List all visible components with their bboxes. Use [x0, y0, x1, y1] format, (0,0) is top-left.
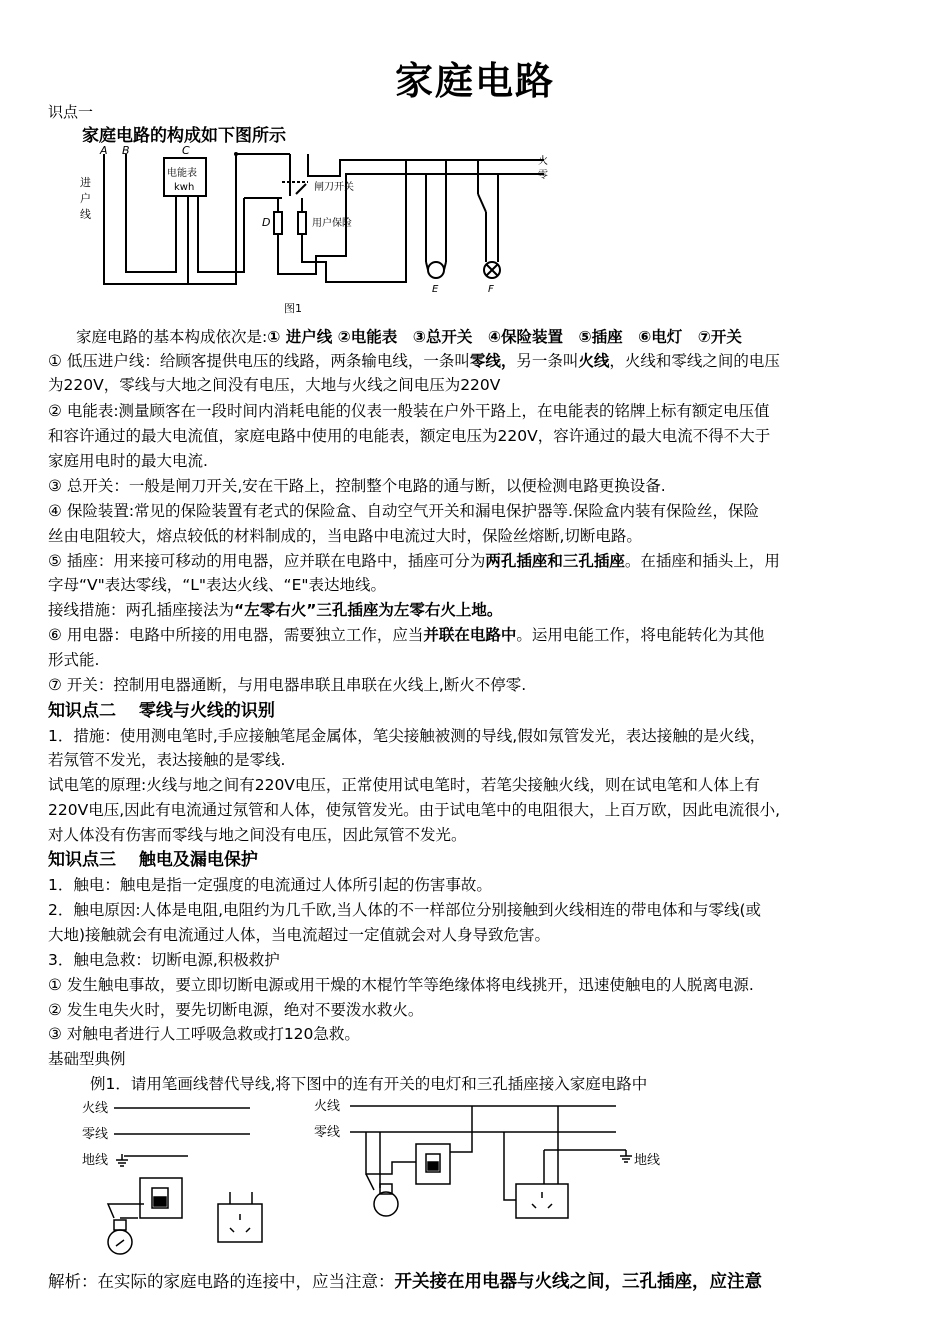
right-neutral-label: 零线 [314, 1125, 341, 1140]
kp2-l5: 对人体没有伤害而零线与地之间没有电压，因此氖管不发光。 [48, 826, 467, 844]
label-b: B [122, 146, 130, 157]
kp3-l4: 3．触电急救：切断电源,积极救护 [48, 951, 280, 969]
kp1-p7: ⑦ 开关：控制用电器通断，与用电器串联且串联在火线上,断火不停零. [48, 676, 527, 694]
page-title: 家庭电路 [394, 59, 555, 103]
label-jin: 进 [80, 176, 91, 189]
kp1-label: 识点一 [48, 103, 94, 121]
user-fuse-label: 用户保险 [312, 218, 352, 229]
kp2-l1: 1．措施：使用测电笔时,手应接触笔尾金属体，笔尖接触被测的导线,假如氖管发光，表达接触的是火线， [48, 727, 766, 745]
label-d: D [262, 216, 271, 229]
kp1-p4-l2: 丝由电阻较大，熔点较低的材料制成的，当电路中电流过大时，保险丝熔断,切断电路。 [48, 527, 642, 545]
kp3-l6: ② 发生电失火时，要先切断电源，绝对不要泼水救火。 [48, 1001, 424, 1019]
left-ground-label: 地线 [82, 1153, 109, 1168]
kp1-p6-l1: ⑥ 用电器：电路中所接的用电器，需要独立工作，应当并联在电路中。运用电能工作，将电能转化为其他 [48, 626, 765, 644]
kp1-p5-l3: 接线措施：两孔插座接法为“左零右火”三孔插座为左零右火上地。 [48, 601, 503, 619]
label-c: C [182, 146, 190, 157]
kp1-heading: 家庭电路的构成如下图所示 [82, 126, 286, 146]
kp1-intro: 家庭电路的基本构成依次是:① 进户线 ②电能表 ③总开关 ④保险装置 ⑤插座 ⑥电灯 ⑦开关 [76, 328, 742, 346]
figure-caption: 图1 [284, 302, 302, 315]
example-answer-figure [314, 1090, 674, 1240]
kp3-l3: 大地)接触就会有电流通过人体，当电流超过一定值就会对人身导致危害。 [48, 926, 551, 944]
right-ground-label: 地线 [634, 1153, 661, 1168]
household-circuit-figure [76, 146, 566, 322]
kp1-p1-l2: 为220V，零线与大地之间没有电压，大地与火线之间电压为220V [48, 376, 501, 394]
kp1-p2-l3: 家庭用电时的最大电流. [48, 452, 208, 470]
kp1-p3: ③ 总开关：一般是闸刀开关,安在干路上，控制整个电路的通与断，以便检测电路更换设备. [48, 477, 666, 495]
label-e: E [432, 284, 439, 295]
kp2-heading: 知识点二 零线与火线的识别 [48, 701, 275, 721]
left-live-label: 火线 [82, 1101, 109, 1116]
kp2-l4: 220V电压,因此有电流通过氖管和人体，使氖管发光。由于试电笔中的电阻很大，上百万欧，因此电流很小, [48, 801, 781, 819]
example-problem-figure [82, 1096, 292, 1266]
kp3-l1: 1．触电：触电是指一定强度的电流通过人体所引起的伤害事故。 [48, 876, 492, 894]
kp3-l7: ③ 对触电者进行人工呼吸急救或打120急救。 [48, 1025, 360, 1043]
kp1-p2-l1: ② 电能表:测量顾客在一段时间内消耗电能的仪表一般装在户外干路上，在电能表的铭牌上标有额定电压值 [48, 402, 770, 420]
left-neutral-label: 零线 [82, 1127, 109, 1142]
kp1-p5-l2: 字母“V"表达零线，“L"表达火线、“E"表达地线。 [48, 576, 387, 594]
meter-label: 电能表 [167, 168, 197, 179]
example-label: 基础型典例 [48, 1050, 126, 1068]
analysis-line: 解析：在实际的家庭电路的连接中，应当注意：开关接在用电器与火线之间，三孔插座，应注意 [48, 1272, 762, 1292]
meter-unit: kwh [174, 182, 195, 193]
kp1-p2-l2: 和容许通过的最大电流值，家庭电路中使用的电能表，额定电压为220V，容许通过的最大电流不得不大于 [48, 427, 771, 445]
kp3-l2: 2．触电原因:人体是电阻,电阻约为几千欧,当人体的不一样部位分别接触到火线相连的带电体和与零线(或 [48, 901, 761, 919]
label-hu: 户 [80, 192, 91, 205]
label-f: F [488, 284, 494, 295]
kp1-p6-l2: 形式能. [48, 651, 100, 669]
neutral-label: 零 [538, 170, 548, 181]
right-live-label: 火线 [314, 1099, 341, 1114]
kp1-p5-l1: ⑤ 插座：用来接可移动的用电器，应并联在电路中，插座可分为两孔插座和三孔插座。在插座和插头上，用 [48, 552, 780, 570]
label-a: A [100, 146, 108, 157]
live-label: 火 [538, 156, 548, 167]
kp2-l2: 若氖管不发光，表达接触的是零线. [48, 751, 286, 769]
knife-switch-label: 闸刀开关 [314, 182, 354, 193]
kp3-l5: ① 发生触电事故，要立即切断电源或用干燥的木棍竹竿等绝缘体将电线挑开，迅速使触电的人脱离电源. [48, 976, 754, 994]
kp3-heading: 知识点三 触电及漏电保护 [48, 850, 258, 870]
kp2-l3: 试电笔的原理:火线与地之间有220V电压，正常使用试电笔时，若笔尖接触火线，则在试电笔和人体上有 [48, 776, 760, 794]
kp1-p4-l1: ④ 保险装置:常见的保险装置有老式的保险盒、自动空气开关和漏电保护器等.保险盒内装有保险丝，保险 [48, 502, 759, 520]
kp1-p1-l1: ① 低压进户线：给顾客提供电压的线路，两条输电线，一条叫零线，另一条叫火线，火线和零线之间的电压 [48, 352, 780, 370]
label-xian: 线 [80, 208, 91, 221]
example-question: 例1．请用笔画线替代导线,将下图中的连有开关的电灯和三孔插座接入家庭电路中 [90, 1075, 648, 1093]
